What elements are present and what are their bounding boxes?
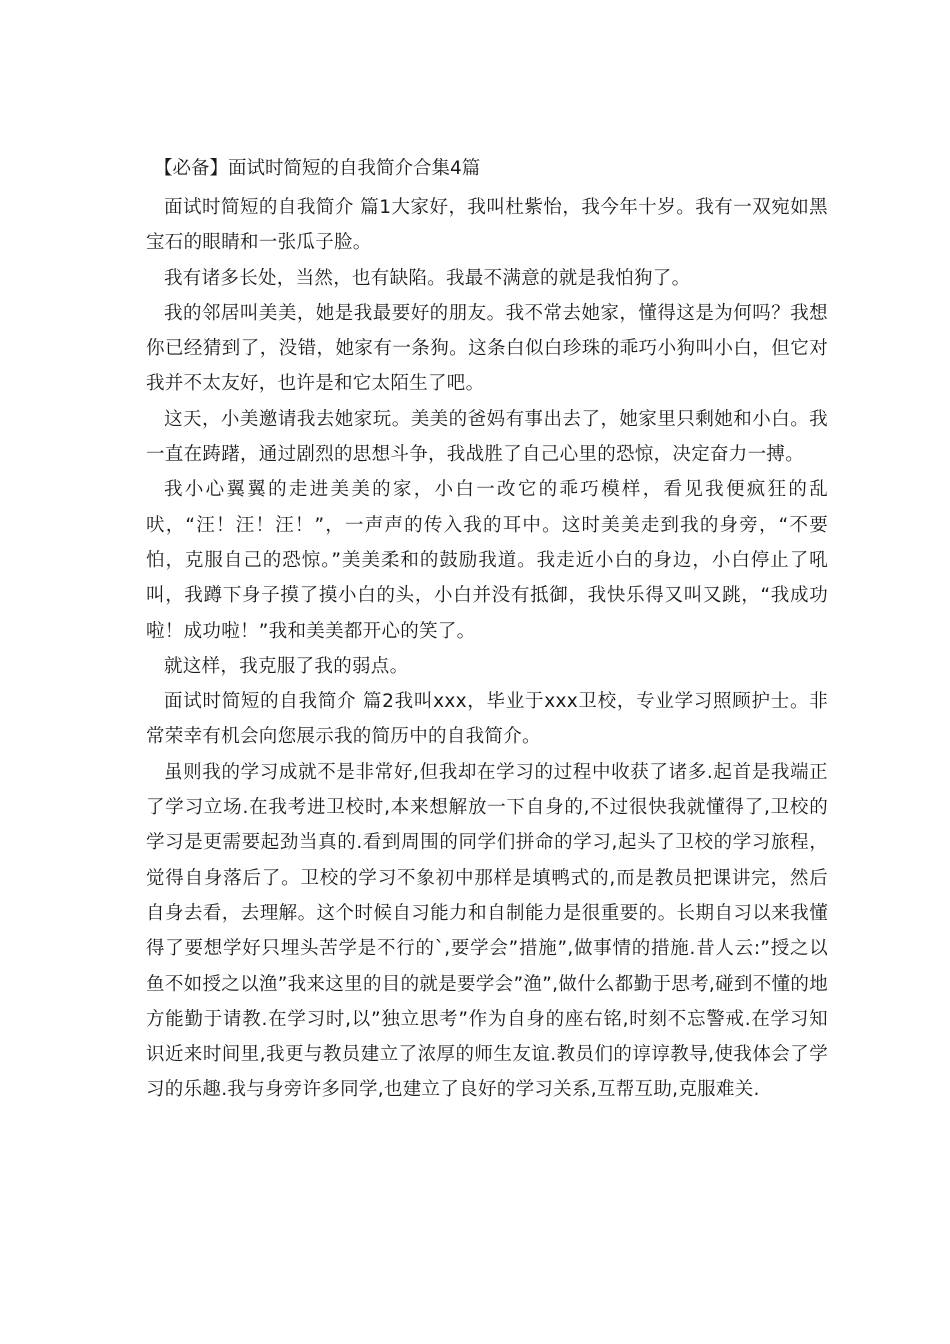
paragraph-6: 就这样，我克服了我的弱点。	[164, 655, 409, 677]
paragraph-5: 我小心翼翼的走进美美的家，小白一改它的乖巧模样，看见我便疯狂的乱吠，“汪！汪！汪！”，一声声的传入我的耳中。这时美美走到我的身旁，“不要怕，克服自己的恐惊。”美美柔和的鼓励我道。我走近小白的身边，小白停止了吼叫，我蹲下身子摸了摸小白的头，小白并没有抵御，我快乐得又叫又跳，“我成功啦！成功啦！”我和美美都开心的笑了。	[146, 479, 828, 642]
paragraph-2: 我有诸多长处，当然，也有缺陷。我最不满意的就是我怕狗了。	[164, 267, 691, 289]
paragraph-8: 虽则我的学习成就不是非常好,但我却在学习的过程中收获了诸多.起首是我端正了学习立场.在我考进卫校时,本来想解放一下自身的,不过很快我就懂得了,卫校的学习是更需要起劲当真的.看到周围的同学们拼命的学习,起头了卫校的学习旅程，觉得自身落后了。卫校的学习不象初中那样是填鸭式的,而是教员把课讲完，然后自身去看，去理解。这个时候自习能力和自制能力是很重要的。长期自习以来我懂得了要想学好只埋头苦学是不行的`,要学会”措施”,做事情的措施.昔人云:”授之以鱼不如授之以渔”我来这里的目的就是要学会”渔”,做什么都勤于思考,碰到不懂的地方能勤于请教.在学习时,以”独立思考”作为自身的座右铭,时刻不忘警戒.在学习知识近来时间里,我更与教员建立了浓厚的师生友谊.教员们的谆谆教导,使我体会了学习的乐趣.我与身旁许多同学,也建立了良好的学习关系,互帮互助,克服难关.	[146, 761, 828, 1101]
paragraph-4: 这天，小美邀请我去她家玩。美美的爸妈有事出去了，她家里只剩她和小白。我一直在踌躇，通过剧烈的思想斗争，我战胜了自己心里的恐惊，决定奋力一搏。	[146, 408, 828, 466]
paragraph-3: 我的邻居叫美美，她是我最要好的朋友。我不常去她家，懂得这是为何吗？我想你已经猜到了，没错，她家有一条狗。这条白似白珍珠的乖巧小狗叫小白，但它对我并不太友好，也许是和它太陌生了吧。	[146, 302, 828, 395]
document-page	[146, 154, 828, 1108]
paragraph-1: 面试时简短的自我简介 篇1大家好，我叫杜紫怡，我今年十岁。我有一双宛如黑宝石的眼睛和一张瓜子脸。	[146, 197, 828, 254]
document-title: 【必备】面试时简短的自我简介合集4篇	[154, 158, 481, 179]
paragraph-7: 面试时简短的自我简介 篇2我叫xxx，毕业于xxx卫校，专业学习照顾护士。非常荣幸有机会向您展示我的简历中的自我简介。	[146, 691, 828, 748]
